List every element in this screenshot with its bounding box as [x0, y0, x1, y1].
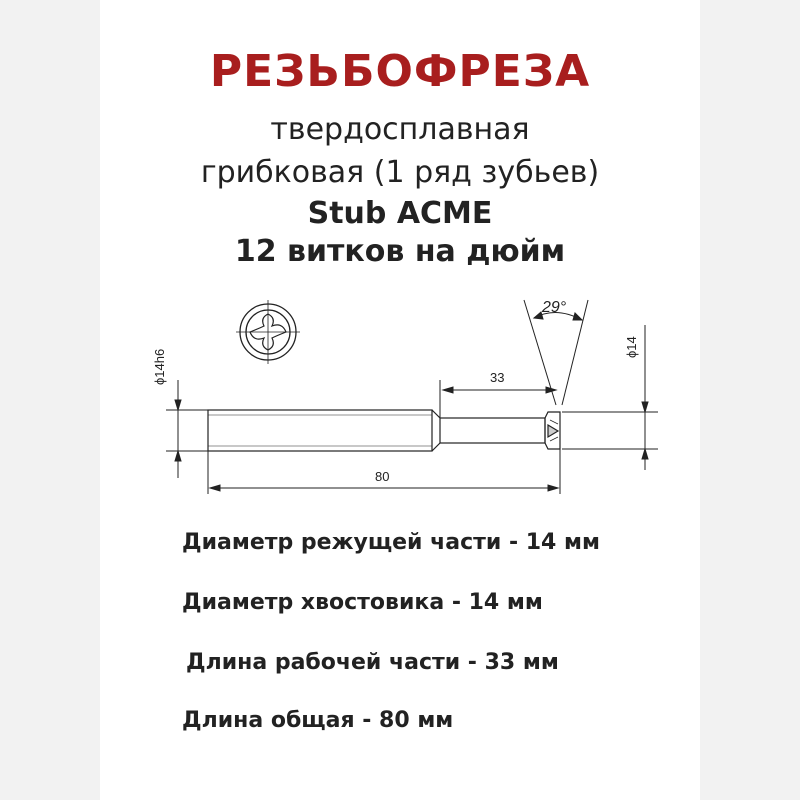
spec-total-length: Длина общая - 80 мм	[182, 708, 454, 733]
subtitle-material: твердосплавная	[270, 112, 530, 147]
spec-shank-diameter: Диаметр хвостовика - 14 мм	[182, 590, 543, 615]
subtitle-type: грибковая (1 ряд зубьев)	[200, 155, 600, 190]
work-length-label: 33	[490, 370, 505, 385]
shank-dia-dimension	[166, 380, 210, 478]
tool-body	[208, 410, 560, 451]
subtitle-standard: Stub ACME	[307, 196, 493, 231]
end-view-icon	[236, 300, 300, 364]
spec-working-length: Длина рабочей части - 33 мм	[186, 650, 559, 675]
work-length-dimension	[440, 380, 556, 418]
product-title: РЕЗЬБОФРЕЗА	[209, 46, 591, 97]
subtitle-pitch: 12 витков на дюйм	[234, 234, 566, 269]
spec-cutting-diameter: Диаметр режущей части - 14 мм	[182, 530, 600, 555]
cutter-dia-label: ϕ14	[624, 336, 639, 358]
total-length-label: 80	[375, 469, 390, 484]
angle-label: 29°	[542, 299, 567, 316]
shank-dia-label: ϕ14h6	[152, 348, 167, 385]
